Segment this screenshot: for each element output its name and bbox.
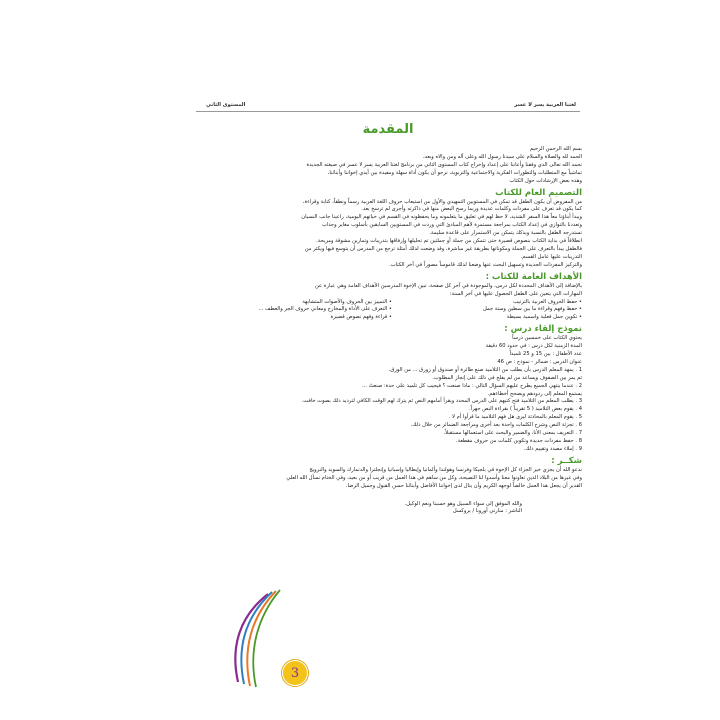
goal-item: • التعرف على الأداة والمخارج ومعاني حروف الجر والعطف ...	[202, 306, 392, 314]
paragraph-line: انطلاقاً في بداية الكتاب بنصوص قصيرة حتى تتمكن من جملة أو جملتين تم تحليلها وإرفاقها بتدريبات وتمارين مشوقة ومريحة.	[316, 238, 582, 245]
paragraph-line: كما يكون قد تعرف على مفردات وكلمات عديدة وربما رسخ البعض منها في ذاكرته وأجرى لم ترسخ بعد.	[361, 206, 582, 213]
paragraph-line: فالطفل يبدأ بالتعرف على الجملة ومكوناتها بطريقة غير مباشرة، وقد وضعت لذلك أمثلة ترجع من المدرس أن يتوسع فيها ويكثر من	[304, 245, 582, 252]
info-line: عنوان الدرس : ضمائر - نموذج : ص 46	[497, 358, 582, 365]
info-line: يحتوي الكتاب على خمسين درساً	[512, 335, 582, 342]
step-line: 8 . حفظ مفردات جديدة وتكوين كلمات من حروف مقطعة.	[455, 438, 582, 444]
step-line: 3 . يطلب المعلم من التلاميذ فتح كتبهم على الدرس المحدد ويقرأ أمامهم النص ثم يترك لهم الوقت الكافي لترديد ذلك بصوت خافت.	[301, 398, 582, 405]
step-line: 6 . تجزئة النص وشرح الكلمات واحدة بعد أخرى ومراجعة الضمائر من خلال ذلك.	[410, 422, 582, 429]
step-line: 9 . إملاء مصدد وتقييم ذلك.	[523, 445, 582, 452]
info-line: المدة الزمنية لكل درس : في حدود 60 دقيقة	[485, 343, 582, 350]
intro-line: الحمد لله والصلاة والسلام على سيدنا رسول الله وعلى آله ومن والاه وبعد،	[422, 153, 582, 160]
step-line: يستمع المعلم إلى ردودهم ويصحح أخطاءهم.	[487, 390, 582, 397]
running-header	[206, 102, 576, 114]
page-content	[196, 146, 582, 516]
paragraph-line: تستدرجه الطفل بالنسبة ويذكك يتمكن من الاستمرار على قاعدة سليمة.	[429, 230, 582, 237]
step-line: 1 . يمهد المعلم الدرس بأن يطلب من التلاميذ صنع طائرة أو صندوق أو زورق ... من الورق.	[388, 366, 582, 373]
lesson-steps	[196, 367, 582, 454]
header-book-title: لغتنا العربية يسر لا عسر	[514, 102, 576, 108]
header-level: المستوى الثاني	[206, 102, 246, 108]
goal-item: • حفظ وفهم وقراءة ما بين سطين وستة جمل	[392, 306, 582, 314]
thanks-block	[196, 467, 582, 491]
paragraph-line: ندعو الله أن يجزي خير الجزاء كل الإخوة في بلجيكا وفرنسا وهولندا وألمانيا وإيطاليا وإسبانيا وإنجلترا والدنمارك والسويد والنرويج	[309, 466, 582, 473]
paragraph-line: من المفروض أن يكون الطفل قد تمكن في المستويين التمهيدي والأول من استيعاب حروف اللغة العربية رسماً ونطقاً، كتابة وقراءة،	[302, 198, 582, 205]
lesson-model-block	[196, 335, 582, 454]
page-title: المقدمة	[362, 122, 414, 137]
publisher-line: الناشر : منارتي أوروبا / بروكسل	[452, 508, 522, 515]
header-rule	[196, 111, 580, 112]
closing-line: والله الموفق إلى سواء السبيل وهو حسبنا ونعم الوكيل.	[404, 500, 522, 507]
goal-item: • تكوين جمل فعلية واسمية بسيطة	[392, 314, 582, 322]
intro-line: بسم الله الرحمن الرحيم	[529, 146, 582, 152]
info-line: عدد الأطفال : بين 15 و 25 تلميذاً	[509, 351, 582, 358]
step-line: ثم يمر بين الصفوف ويساعد من لم يفلح في ذلك على إنجاز المطلوب.	[432, 374, 582, 381]
goal-item: • التمييز بين الحروف والأصوات المتشابهة	[202, 299, 392, 307]
paragraph-line: القدير أن يجعل هذا العمل خالصاً لوجهه الكريم وأن ينال لدى إخواننا الأفاضل وأبنائنا حسن القبول وجميل الرضا.	[345, 482, 582, 489]
goals-list	[196, 299, 582, 323]
step-line: 5 . يقوم المعلم بالمحادثة ليرى هل فهم التلاميذ ما قرأوا أم لا .	[448, 414, 582, 421]
section-heading-lesson-model: نموذج إلقاء درس :	[504, 324, 582, 335]
paragraph-line: وفي غيرها من البلاد الذين تعاونوا معنا وأسدوا لنا النصيحة، وكل من ساهم في هذا العمل من قريب أو من بعيد، وفي الختام نسأل الله العلي	[286, 474, 582, 481]
closing-block	[196, 501, 582, 517]
section-heading-goals: الأهداف العامة للكتاب :	[485, 271, 582, 282]
paragraph-line: المهارات التي يتعين على الطفل الحصول عليها في آخر السنة:	[449, 290, 582, 297]
intro-line: تماشياً مع المتطلبات والتطورات الفكرية والاجتماعية والتربوية، نرجو أن يكون أداة سهلة ومفيدة بين أيدي إخواننا وأبنائنا،	[327, 169, 582, 176]
goals-block	[196, 283, 582, 323]
goal-item: • قراءة وفهم نصوص قصيرة	[202, 314, 392, 322]
goals-column-right	[392, 299, 582, 323]
paragraph-line: التدريبات عليها عامل القسم.	[520, 253, 582, 260]
paragraph-line: ويبدأ أبناؤنا معاً هذا السفر الشديد، لا حظ لهم في تعليق ما يتعلمونه وما يحفظونه في القسم في حياتهم اليومية، راعينا جانب النسيان	[301, 214, 582, 221]
goals-column-left	[202, 299, 392, 323]
step-line: 2 . عندما ينتهي الجميع يطرح عليهم السؤال التالي : ماذا صنعت ؟ فيجيب كل تلميذ على حدة: صنعتُ ...	[362, 382, 582, 389]
intro-line: وهذه بعض الإرشادات حول الكتاب	[509, 177, 582, 184]
section-heading-thanks: شكــر :	[551, 455, 582, 466]
step-line: 4 . يقوم بعض التلاميذ ( 5 تقريباً ) بقراءة النص جهراً.	[468, 406, 582, 413]
paragraph-line: والتركيز المفردات الجديدة وتسهيل البحث عنها وضعنا لذلك قاموساً مصوراً في آخر الكتاب.	[389, 261, 582, 268]
step-line: 7 . التعريف بمعنى الأنا، والضمير والبحث على استعمالها مستقبلاً.	[443, 430, 582, 437]
intro-block	[196, 146, 582, 186]
intro-line: نحمد الله تعالى الذي وفقنا وأعاننا على إعداد وإخراج كتاب المستوى الثاني من برنامج لغتنا العربية يسر لا عسر في صيغته الجديدة	[306, 161, 582, 168]
design-block	[196, 199, 582, 270]
goal-item: • حفظ الحروف العربية بالترتيب	[392, 299, 582, 307]
paragraph-line: بالإضافة إلى الأهداف المحددة لكل درس، والموجودة في آخر كل صفحة، تبين الإخوة المدرسين الأهداف العامة وهي عبارة عن	[315, 282, 582, 289]
page-number: 3	[282, 660, 308, 686]
section-heading-design: التصميم العام للكتاب	[495, 187, 582, 198]
page-number-badge	[268, 660, 312, 686]
paragraph-line: وتعددنا بالتوازي في إعداد الكتاب بمراجعة مستمرة لأهم المبادئ التي وردت في المستويين السابقين بأسلوب مغاير وجذاب	[321, 222, 582, 229]
